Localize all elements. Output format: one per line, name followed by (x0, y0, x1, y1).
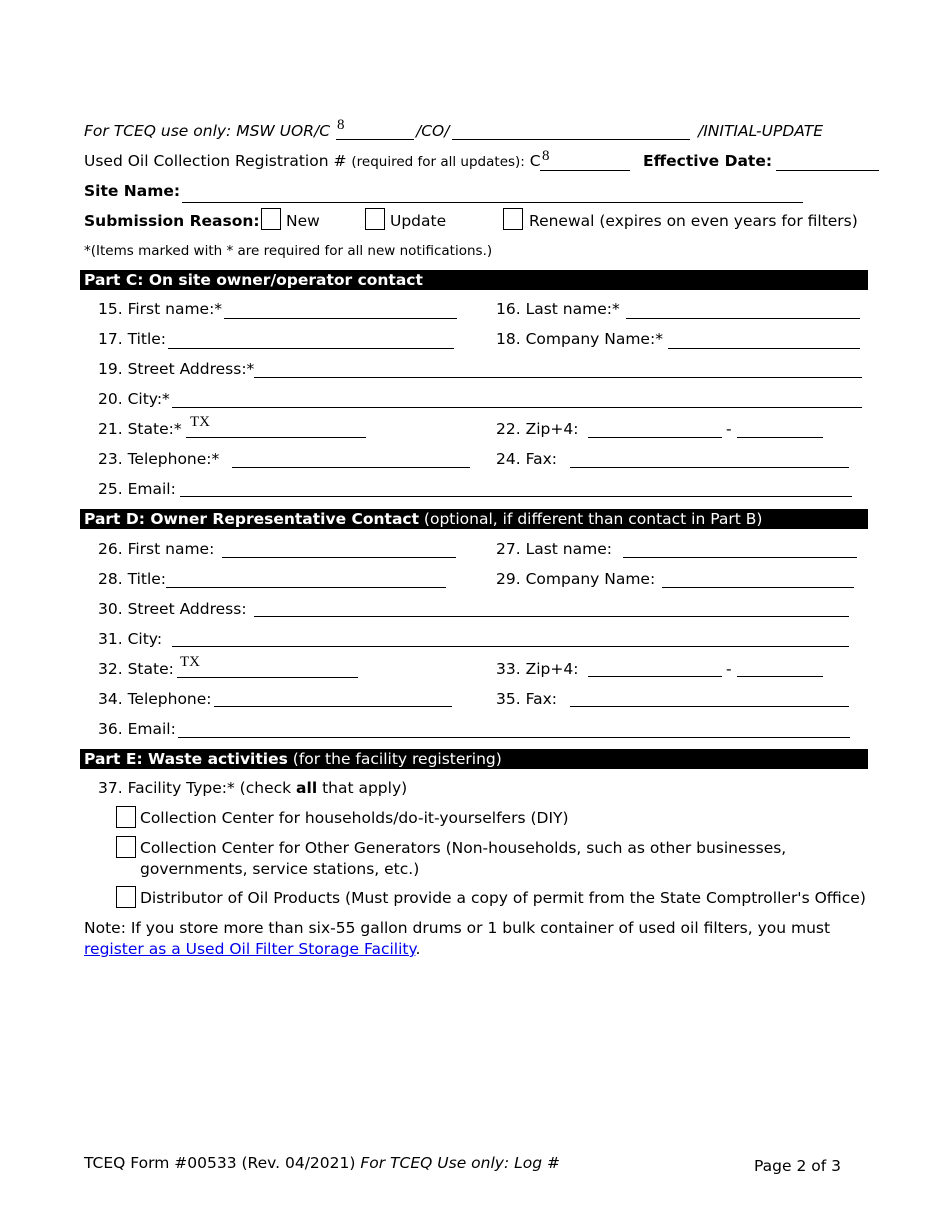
rep-title-label: 28. Title: (98, 570, 167, 588)
co-field[interactable] (452, 139, 690, 140)
option-diy-collection-label: Collection Center for households/do-it-yourselfers (DIY) (140, 809, 569, 827)
uor-value: 8 (337, 117, 345, 133)
rep-fax-label: 35. Fax: (496, 690, 557, 708)
checkbox-other-generators[interactable] (116, 836, 136, 858)
tceq-use-label: For TCEQ use only: MSW UOR/C (84, 122, 331, 140)
first-name-label: 15. First name:* (98, 300, 223, 318)
rep-company-name-field[interactable] (662, 587, 854, 588)
last-name-field[interactable] (626, 318, 860, 319)
zip-ext-field[interactable] (737, 437, 823, 438)
zip-dash: - (726, 420, 732, 438)
rep-state-value: TX (180, 654, 200, 670)
option-update-label: Update (390, 212, 447, 230)
footer-log-label: For TCEQ Use only: Log # (360, 1154, 560, 1172)
effective-date-label: Effective Date: (643, 152, 773, 170)
rep-first-name-label: 26. First name: (98, 540, 215, 558)
fax-field[interactable] (570, 467, 849, 468)
title-label: 17. Title: (98, 330, 167, 348)
city-field[interactable] (172, 407, 862, 408)
part-c-header: Part C: On site owner/operator contact (80, 270, 868, 290)
required-note: *(Items marked with * are required for all new notifications.) (84, 243, 493, 259)
state-field[interactable] (186, 437, 366, 438)
storage-facility-link[interactable]: register as a Used Oil Filter Storage Facility (84, 940, 416, 958)
state-value: TX (190, 414, 210, 430)
rep-city-field[interactable] (172, 646, 849, 647)
checkbox-renewal[interactable] (503, 208, 523, 230)
option-renewal-label: Renewal (expires on even years for filters) (529, 212, 858, 230)
checkbox-distributor[interactable] (116, 886, 136, 908)
telephone-field[interactable] (232, 467, 470, 468)
rep-city-label: 31. City: (98, 630, 163, 648)
rep-title-field[interactable] (166, 587, 446, 588)
co-label: /CO/ (416, 122, 450, 140)
rep-last-name-field[interactable] (623, 557, 857, 558)
facility-type-label: 37. Facility Type:* (check all that apply) (98, 779, 408, 797)
checkbox-new[interactable] (261, 208, 281, 230)
checkbox-diy-collection[interactable] (116, 806, 136, 828)
last-name-label: 16. Last name:* (496, 300, 620, 318)
initial-update-label: /INITIAL-UPDATE (698, 122, 823, 140)
rep-telephone-label: 34. Telephone: (98, 690, 212, 708)
company-name-label: 18. Company Name:* (496, 330, 663, 348)
uor-field[interactable] (336, 139, 414, 140)
registration-value: 8 (542, 148, 550, 164)
submission-reason-label: Submission Reason: (84, 212, 260, 230)
effective-date-field[interactable] (776, 170, 879, 171)
option-distributor-label: Distributor of Oil Products (Must provide a copy of permit from the State Comptroller's Office) (140, 889, 866, 907)
part-d-header: Part D: Owner Representative Contact (optional, if different than contact in Part B) (80, 509, 868, 529)
street-address-label: 19. Street Address:* (98, 360, 255, 378)
email-field[interactable] (180, 496, 852, 497)
company-name-field[interactable] (668, 348, 860, 349)
rep-company-name-label: 29. Company Name: (496, 570, 656, 588)
rep-last-name-label: 27. Last name: (496, 540, 612, 558)
rep-zip-ext-field[interactable] (737, 676, 823, 677)
rep-email-label: 36. Email: (98, 720, 176, 738)
rep-state-field[interactable] (177, 677, 358, 678)
site-name-label: Site Name: (84, 182, 181, 200)
site-name-field[interactable] (182, 202, 803, 203)
rep-zip-label: 33. Zip+4: (496, 660, 579, 678)
rep-state-label: 32. State: (98, 660, 174, 678)
rep-zip-field[interactable] (588, 676, 722, 677)
rep-street-address-field[interactable] (254, 616, 849, 617)
zip-field[interactable] (588, 437, 722, 438)
email-label: 25. Email: (98, 480, 176, 498)
title-field[interactable] (168, 348, 454, 349)
storage-note: Note: If you store more than six-55 gallon drums or 1 bulk container of used oil filters, you must (84, 919, 831, 937)
footer-form: TCEQ Form #00533 (Rev. 04/2021) For TCEQ Use only: Log # (84, 1154, 560, 1172)
page-number: Page 2 of 3 (754, 1157, 841, 1175)
rep-zip-dash: - (726, 660, 732, 678)
option-new-label: New (286, 212, 320, 230)
rep-first-name-field[interactable] (222, 557, 456, 558)
rep-street-address-label: 30. Street Address: (98, 600, 247, 618)
rep-fax-field[interactable] (570, 706, 849, 707)
checkbox-update[interactable] (365, 208, 385, 230)
option-other-generators-label-cont: governments, service stations, etc.) (140, 860, 420, 878)
state-label: 21. State:* (98, 420, 182, 438)
part-e-header: Part E: Waste activities (for the facility registering) (80, 749, 868, 769)
registration-field[interactable] (540, 170, 630, 171)
rep-telephone-field[interactable] (214, 706, 452, 707)
option-other-generators-label: Collection Center for Other Generators (Non-households, such as other businesses, (140, 839, 787, 857)
street-address-field[interactable] (254, 377, 862, 378)
registration-label: Used Oil Collection Registration # (required for all updates): C (84, 152, 541, 170)
storage-note-line2: register as a Used Oil Filter Storage Facility. (84, 940, 421, 958)
fax-label: 24. Fax: (496, 450, 557, 468)
rep-email-field[interactable] (178, 737, 850, 738)
telephone-label: 23. Telephone:* (98, 450, 220, 468)
first-name-field[interactable] (224, 318, 457, 319)
zip-label: 22. Zip+4: (496, 420, 579, 438)
city-label: 20. City:* (98, 390, 170, 408)
